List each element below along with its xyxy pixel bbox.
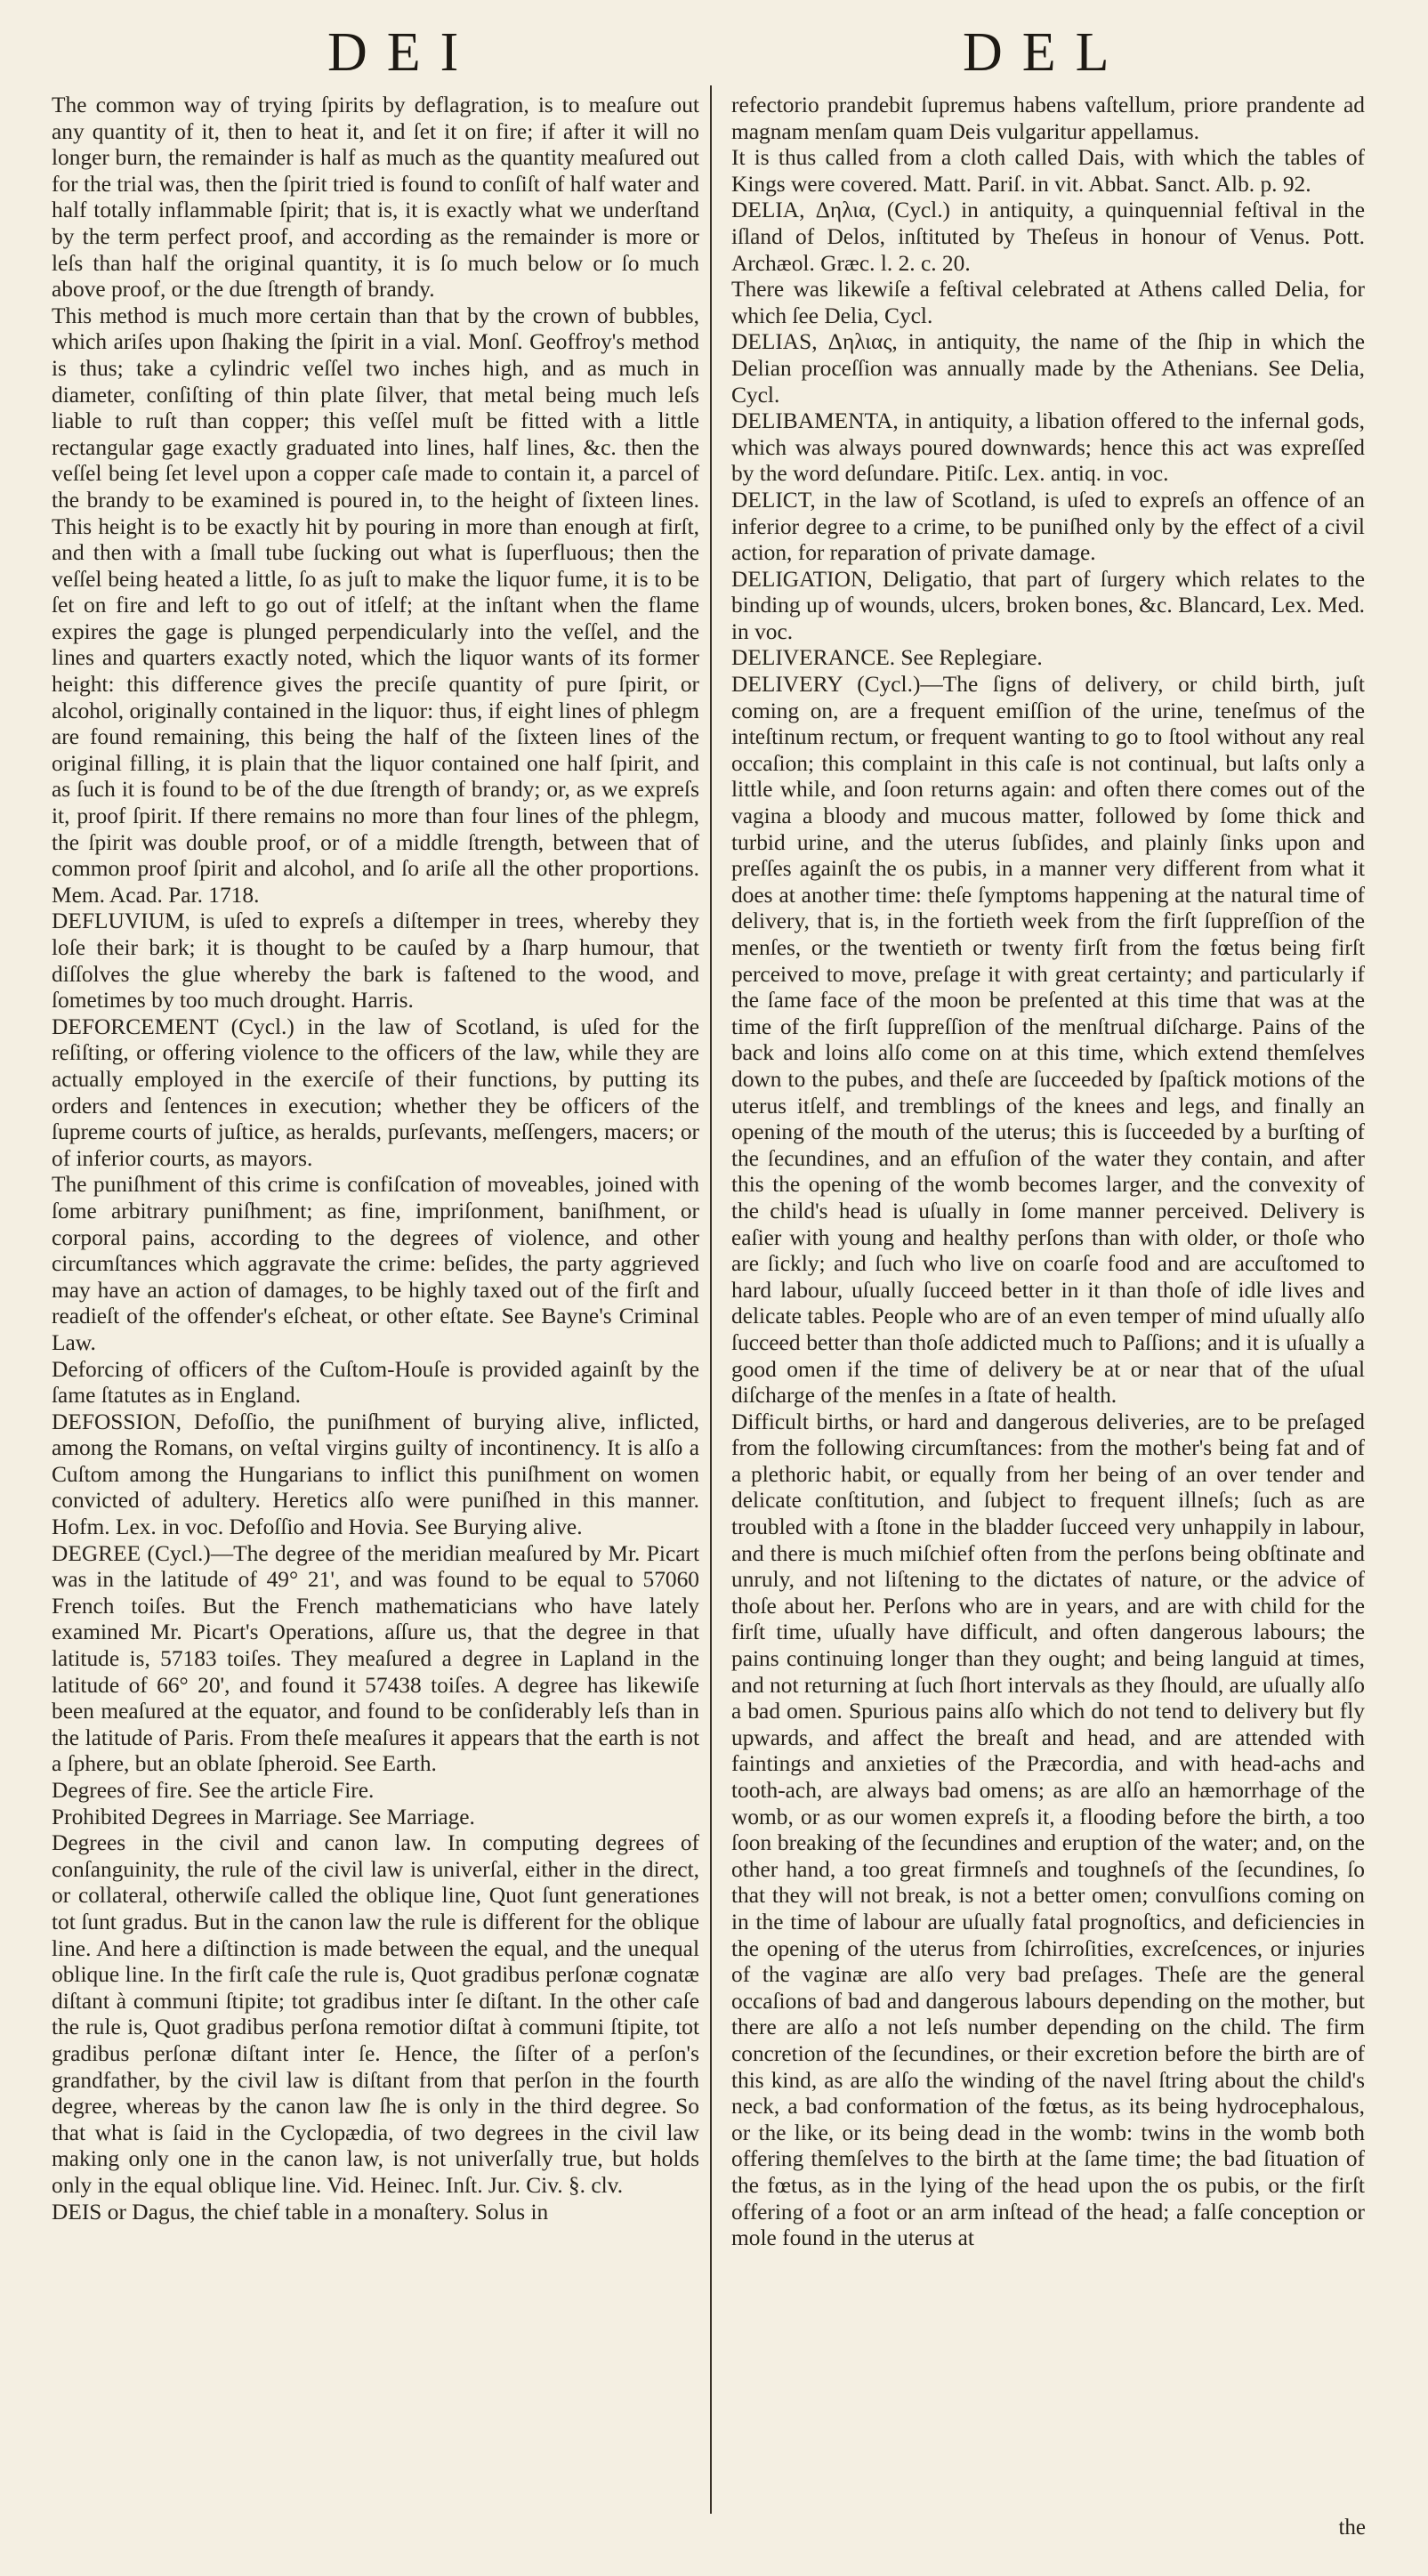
running-head-left: DEI bbox=[327, 22, 479, 83]
entry-paragraph: The common way of trying ſpirits by deflagration, is to meaſure out any quantity of it, then to heat it, and ſet it on fire; if after it will no longer burn, the remainder is half as much as the quantity meaſured out for the trial was, then the ſpirit tried is found to conſiſt of half water and half totally inflammable ſpirit; that is, it is exactly what we underſtand by the term perfect proof, and according as the remainder is more or leſs than half the original quantity, it is ſo much below or ſo much above proof, or the due ſtrength of brandy. bbox=[52, 93, 699, 303]
entry-paragraph: It is thus called from a cloth called Dais, with which the tables of Kings were covered. Matt. Pariſ. in vit. Abbat. Sanct. Alb. p. 92. bbox=[731, 145, 1365, 197]
entry-delict: DELICT, in the law of Scotland, is uſed to expreſs an offence of an inferior degree to a crime, to be puniſhed only by the effect of a civil action, for reparation of private damage. bbox=[731, 487, 1365, 566]
entry-deliverance: DELIVERANCE. See Replegiare. bbox=[731, 645, 1043, 671]
entry-degrees-civil-law: Degrees in the civil and canon law. In computing degrees of conſanguinity, the rule of the civil law is univerſal, either in the direct, or collateral, otherwiſe called the oblique line, Quot ſunt generationes tot ſunt gradus. But in the canon law the rule is different for the oblique line. And here a diſtinction is made between the equal, and the unequal oblique line. In the firſt caſe the rule is, Quot gradibus perſonæ cognatæ diſtant à communi ſtipite; tot gradibus inter ſe diſtant. In the other caſe the rule is, Quot gradibus perſona remotior diſtat à communi ſtipite, tot gradibus perſonæ diſtant inter ſe. Hence, the ſiſter of a perſon's grandfather, by the civil law is diſtant from that perſon in the fourth degree, whereas by the canon law ſhe is only in the third degree. So that what is ſaid in the Cyclopædia, of two degrees in the civil law making only one in the canon law, is not univerſally true, but holds only in the equal oblique line. Vid. Heinec. Inſt. Jur. Civ. §. clv. bbox=[52, 1830, 699, 2198]
entry-delibamenta: DELIBAMENTA, in antiquity, a libation offered to the infernal gods, which was always poured downwards; hence this act was expreſſed by the word deſundare. Pitiſc. Lex. antiq. in voc. bbox=[731, 408, 1365, 487]
entry-deis: DEIS or Dagus, the chief table in a monaſtery. Solus in bbox=[52, 2199, 549, 2225]
column-rule bbox=[710, 85, 712, 2514]
entry-paragraph: There was likewiſe a feſtival celebrated at Athens called Delia, for which ſee Delia, Cycl. bbox=[731, 277, 1365, 328]
entry-paragraph: Difficult births, or hard and dangerous deliveries, are to be preſaged from the following circumſtances: from the mother's being fat and of a plethoric habit, or equally from her being of an over tender and delicate conſtitution, and ſubject to frequent illneſs; ſuch as are troubled with a ſtone in the bladder ſucceed very unhappily in labour, and there is much miſchief often from the perſons being obſtinate and unruly, and not liſtening to the dictates of nature, or the advice of thoſe about her. Perſons who are in years, and are with child for the firſt time, uſually have difficult, and often dangerous labours; the pains continuing longer than they ought; and being languid at times, and not returning at ſuch ſhort intervals as they ſhould, are uſually alſo a bad omen. Spurious pains alſo which do not tend to delivery but fly upwards, and affect the breaſt and head, and are attended with faintings and anxieties of the Præcordia, and with head-achs and tooth-ach, are always bad omens; as are alſo an hæmorrhage of the womb, or as our women expreſs it, a flooding before the birth, a too ſoon breaking of the ſecundines and eruption of the water; and, on the other hand, a too great firmneſs and toughneſs of the ſecundines, ſo that they will not break, is not a better omen; convulſions coming on in the time of labour are uſually fatal prognoſtics, and deficiencies in the opening of the uterus from ſchirroſities, excreſcences, or injuries of the vaginæ are alſo very bad preſages. Theſe are the general occaſions of bad and dangerous labours depending on the mother, but there are alſo a not leſs number depending on the child. The firm concretion of the ſecundines, or their excretion before the birth are of this kind, as are alſo the winding of the navel ſtring about the child's neck, a bad conformation of the fœtus, as its being hydrocephalous, or the like, or its being dead in the womb: twins in the womb both offering themſelves to the birth at the ſame time; the bad ſituation of the fœtus, as in the lying of the head upon the os pubis, or the firſt offering of a foot or an arm inſtead of the head; a falſe conception or mole found in the uterus at bbox=[731, 1409, 1365, 2251]
entry-paragraph: refectorio prandebit ſupremus habens vaſtellum, priore prandente ad magnam menſam quam Deis vulgaritur appellamus. bbox=[731, 93, 1365, 144]
right-column bbox=[731, 93, 1365, 2252]
entry-prohibited-degrees: Prohibited Degrees in Marriage. See Marriage. bbox=[52, 1804, 475, 1829]
entry-deligation: DELIGATION, Deligatio, that part of ſurgery which relates to the binding up of wounds, ulcers, broken bones, &c. Blancard, Lex. Med. in voc. bbox=[731, 566, 1365, 644]
entry-deforcement: DEFORCEMENT (Cycl.) in the law of Scotland, is uſed for the reſiſting, or offering violence to the officers of the law, while they are actually employed in the exerciſe of their functions, by putting its orders and ſentences in execution; whether they be officers of the ſupreme courts of juſtice, as heralds, purſevants, meſſengers, macers; or of inferior courts, as mayors. bbox=[52, 1013, 699, 1171]
entry-delia: DELIA, Δηλια, (Cycl.) in antiquity, a quinquennial feſtival in the iſland of Delos, inſtituted by Theſeus in honour of Venus. Pott. Archæol. Græc. l. 2. c. 20. bbox=[731, 198, 1365, 276]
entry-paragraph: Deforcing of officers of the Cuſtom-Houſe is provided againſt by the ſame ſtatutes as in England. bbox=[52, 1356, 699, 1409]
running-head-right: DEL bbox=[963, 22, 1129, 83]
entry-paragraph: This method is much more certain than that by the crown of bubbles, which ariſes upon ſhaking the ſpirit in a vial. Monſ. Geoffroy's method is thus; take a cylindric veſſel two inches high, and as much in diameter, conſiſting of thin plate ſilver, that metal being much leſs liable to ruſt than copper; this veſſel muſt be fitted with a little rectangular gage exactly graduated into lines, half lines, &c. then the veſſel being ſet level upon a copper caſe made to contain it, a parcel of the brandy to be examined is poured in, to the height of ſixteen lines. This height is to be exactly hit by pouring in more than enough at firſt, and then with a ſmall tube ſucking out what is ſuperfluous; then the veſſel being heated a little, ſo as juſt to make the liquor fume, it is to be ſet on fire and left to go out of itſelf; at the inſtant when the flame expires the gage is plunged perpendicularly into the veſſel, and the lines and quarters exactly noted, which the liquor wants of its former height: this difference gives the preciſe quantity of pure ſpirit, or alcohol, originally contained in the liquor: thus, if eight lines of phlegm are found remaining, this being the half of the ſixteen lines of the original filling, it is plain that the liquor contained one half ſpirit, and as ſuch it is found to be of the due ſtrength of brandy; or, as we expreſs it, proof ſpirit. If there remains no more than four lines of the phlegm, the ſpirit was double proof, or of a middle ſtrength, between that of common proof ſpirit and alcohol, and ſo ariſe all the other proportions. Mem. Acad. Par. 1718. bbox=[52, 303, 699, 908]
entry-degrees-of-fire: Degrees of fire. See the article Fire. bbox=[52, 1778, 375, 1803]
entry-degree: DEGREE (Cycl.)—The degree of the meridian meaſured by Mr. Picart was in the latitude of 49° 21', and was found to be equal to 57060 French toiſes. But the French mathematicians who have lately examined Mr. Picart's Operations, aſſure us, that the degree in that latitude is, 57183 toiſes. They meaſured a degree in Lapland in the latitude of 66° 20', and found it 57438 toiſes. A degree has likewiſe been meaſured at the equator, and found to be conſiderably leſs than in the latitude of Paris. From theſe meaſures it appears that the earth is not a ſphere, but an oblate ſpheroid. See Earth. bbox=[52, 1540, 699, 1777]
entry-delias: DELIAS, Δηλιας, in antiquity, the name of the ſhip in which the Delian proceſſion was annually made by the Athenians. See Delia, Cycl. bbox=[731, 329, 1365, 408]
entry-defossion: DEFOSSION, Defoſſio, the puniſhment of burying alive, inflicted, among the Romans, on veſtal virgins guilty of incontinency. It is alſo a Cuſtom among the Hungarians to inflict this puniſhment on women convicted of adultery. Heretics alſo were puniſhed in this manner. Hofm. Lex. in voc. Defoſſio and Hovia. See Burying alive. bbox=[52, 1409, 699, 1540]
entry-paragraph: The puniſhment of this crime is confiſcation of moveables, joined with ſome arbitrary puniſhment; as fine, impriſonment, baniſhment, or corporal pains, according to the degrees of violence, and other circumſtances which aggravate the crime: beſides, the party aggrieved may have an action of damages, to be highly taxed out of the firſt and readieſt of the offender's eſcheat, or other eſtate. See Bayne's Criminal Law. bbox=[52, 1172, 699, 1355]
catchword: the bbox=[1338, 2515, 1366, 2540]
entry-defluvium: DEFLUVIUM, is uſed to expreſs a diſtemper in trees, whereby they loſe their bark; it is thought to be cauſed by a ſharp humour, that diſſolves the glue whereby the bark is faſtened to the wood, and ſometimes by too much drought. Harris. bbox=[52, 908, 699, 1013]
entry-delivery: DELIVERY (Cycl.)—The ſigns of delivery, or child birth, juſt coming on, are a frequent emiſſion of the urine, teneſmus of the inteſtinum rectum, or frequent wanting to go to ſtool without any real occaſion; this complaint in this caſe is not continual, but laſts only a little while, and ſoon returns again: and often there comes out of the vagina a bloody and mucous matter, followed by ſome thick and turbid urine, and the uterus ſubſides, and plainly ſinks upon and preſſes againſt the os pubis, in a manner very different from what it does at another time: theſe ſymptoms happening at the natural time of delivery, that is, in the fortieth week from the firſt ſuppreſſion of the menſes, or the twentieth or twenty firſt from the fœtus being firſt perceived to move, preſage it with great certainty; and particularly if the ſame face of the moon be preſented at this time that was at the time of the firſt ſuppreſſion of the menſtrual diſcharge. Pains of the back and loins alſo come on at this time, which extend themſelves down to the pubes, and theſe are ſucceeded by ſpaſtick motions of the uterus itſelf, and tremblings of the knees and legs, and finally an opening of the mouth of the uterus; this is ſucceeded by a burſting of the ſecundines, and an effuſion of the water they contain, and after this the opening of the womb becomes larger, and the convexity of the child's head is uſually in ſome manner perceived. Delivery is eaſier with young and healthy perſons than with older, or thoſe who are ſickly; and ſuch who live on coarſe food and are accuſtomed to hard labour, uſually ſucceed better in it than thoſe of idle lives and delicate tables. People who are of an even temper of mind uſually alſo ſucceed better than thoſe addicted much to Paſſions; and it is uſually a good omen if the time of delivery be at or near that of the uſual diſcharge of the menſes in a ſtate of health. bbox=[731, 672, 1365, 1409]
left-column bbox=[52, 93, 699, 2225]
